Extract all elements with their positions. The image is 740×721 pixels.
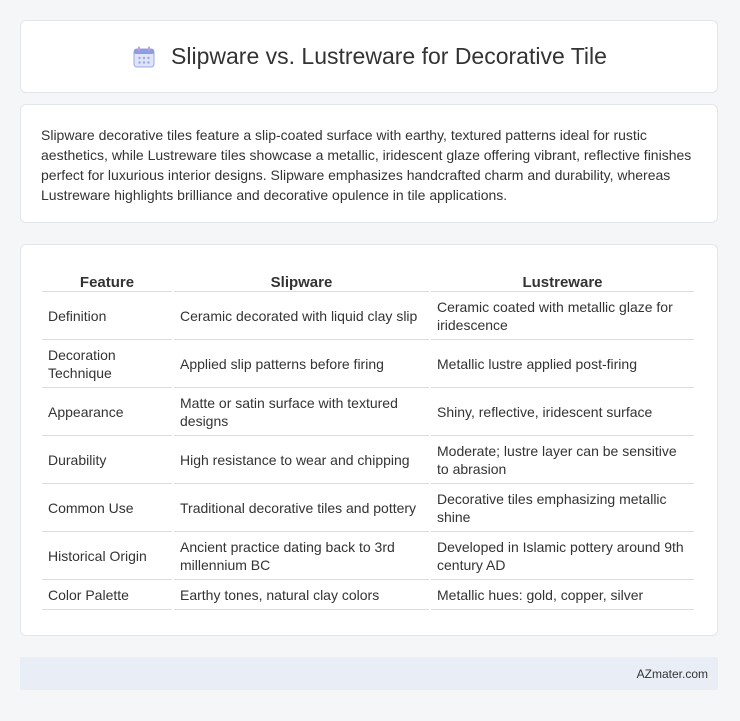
page-title: Slipware vs. Lustreware for Decorative Tile (171, 43, 607, 69)
header-feature: Feature (79, 274, 135, 291)
feature-cell: Decoration Technique (42, 339, 172, 387)
lustreware-cell: Developed in Islamic pottery around 9th century AD (431, 531, 694, 579)
comparison-table-card (20, 244, 718, 636)
slipware-cell: Matte or satin surface with textured designs (174, 387, 429, 435)
slipware-cell: High resistance to wear and chipping (174, 435, 429, 483)
summary-card (20, 104, 718, 223)
slipware-cell: Applied slip patterns before firing (174, 339, 429, 387)
table-row (42, 291, 694, 339)
table-header-row (42, 266, 694, 291)
slipware-cell: Ancient practice dating back to 3rd millennium BC (174, 531, 429, 579)
title-card (20, 20, 718, 93)
summary-text: Slipware decorative tiles feature a slip-coated surface with earthy, textured patterns ideal for rustic aesthetics, while Lustreware tiles showcase a metallic, iridescent glaze offering vibrant, reflective finishes perfect for luxurious interior designs. Slipware emphasizes handcrafted charm and durability, whereas Lustreware highlights brilliance and decorative opulence in tile applications. (41, 127, 692, 203)
table-row (42, 339, 694, 387)
feature-cell: Durability (42, 435, 172, 483)
header-slipware: Slipware (270, 274, 333, 291)
table-row (42, 387, 694, 435)
table-row (42, 435, 694, 483)
feature-cell: Common Use (42, 483, 172, 531)
slipware-cell: Traditional decorative tiles and pottery (174, 483, 429, 531)
table-row (42, 483, 694, 531)
footer-brand: AZmater.com (636, 666, 708, 681)
table-row (42, 579, 694, 610)
feature-cell: Color Palette (42, 579, 172, 610)
comparison-table (40, 266, 696, 610)
table-row (42, 531, 694, 579)
feature-cell: Definition (42, 291, 172, 339)
feature-cell: Appearance (42, 387, 172, 435)
slipware-cell: Earthy tones, natural clay colors (174, 579, 429, 610)
calendar-icon (131, 44, 157, 70)
lustreware-cell: Moderate; lustre layer can be sensitive to abrasion (431, 435, 694, 483)
lustreware-cell: Shiny, reflective, iridescent surface (431, 387, 694, 435)
slipware-cell: Ceramic decorated with liquid clay slip (174, 291, 429, 339)
header-lustreware: Lustreware (522, 274, 603, 291)
lustreware-cell: Metallic hues: gold, copper, silver (431, 579, 694, 610)
feature-cell: Historical Origin (42, 531, 172, 579)
lustreware-cell: Decorative tiles emphasizing metallic shine (431, 483, 694, 531)
footer-bar (20, 657, 718, 690)
title-wrap (131, 43, 607, 70)
lustreware-cell: Ceramic coated with metallic glaze for iridescence (431, 291, 694, 339)
lustreware-cell: Metallic lustre applied post-firing (431, 339, 694, 387)
